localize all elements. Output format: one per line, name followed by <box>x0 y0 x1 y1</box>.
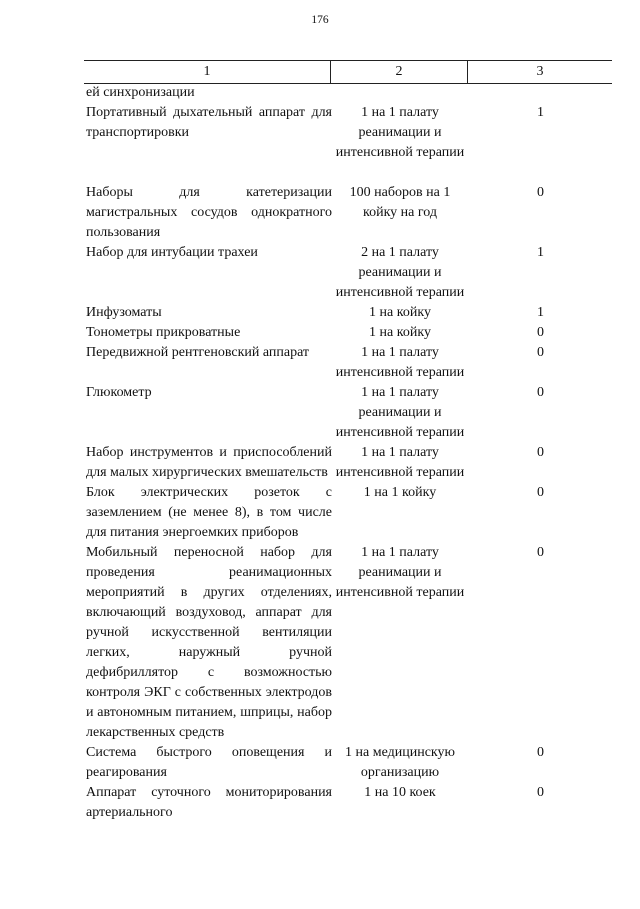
equipment-qty: 0 <box>537 345 544 360</box>
equipment-qty: 0 <box>537 185 544 200</box>
table-row <box>86 383 612 443</box>
equipment-name: Блок электрических розеток с заземлением (не менее 8), в том числе для питания энергоемких приборов <box>86 485 332 540</box>
equipment-qty: 0 <box>537 745 544 760</box>
equipment-norm: 1 на 1 палату реанимации и интенсивной терапии <box>335 385 465 440</box>
equipment-name: Глюкометр <box>86 385 152 400</box>
equipment-qty: 0 <box>537 545 544 560</box>
table-row <box>86 543 612 743</box>
equipment-qty: 0 <box>537 385 544 400</box>
table-row <box>86 783 612 823</box>
equipment-name: Инфузоматы <box>86 305 162 320</box>
table-row <box>86 343 612 383</box>
equipment-qty: 1 <box>537 305 544 320</box>
continuation-text: ей синхронизации <box>86 85 195 100</box>
equipment-qty: 0 <box>537 325 544 340</box>
equipment-norm: 100 наборов на 1 койку на год <box>349 185 451 220</box>
equipment-norm: 1 на 1 палату интенсивной терапии <box>335 445 465 480</box>
equipment-norm: 1 на 1 койку <box>363 485 437 500</box>
table-row <box>86 323 612 343</box>
table-header <box>84 60 612 84</box>
equipment-qty: 0 <box>537 785 544 800</box>
equipment-name: Набор для интубации трахеи <box>86 245 258 260</box>
equipment-name: Портативный дыхательный аппарат для транспортировки <box>86 105 332 140</box>
equipment-qty: 0 <box>537 445 544 460</box>
equipment-name: Аппарат суточного мониторирования артериального <box>86 785 332 820</box>
column-header-3: 3 <box>536 64 544 79</box>
table-row <box>86 303 612 323</box>
equipment-name: Мобильный переносной набор для проведения реанимационных мероприятий в других отделениях, включающий воздуховод, аппарат для ручной искусственной вентиляции легких, наружный ручной дефибриллятор с возможностью контроля ЭКГ с собственных электродов и автономным питанием, шприцы, набор лекарственных средств <box>86 545 332 740</box>
equipment-qty: 1 <box>537 245 544 260</box>
table-row <box>86 743 612 783</box>
table-row <box>86 443 612 483</box>
equipment-name: Тонометры прикроватные <box>86 325 241 340</box>
equipment-qty: 0 <box>537 485 544 500</box>
table-row <box>86 183 612 243</box>
equipment-name: Система быстрого оповещения и реагирования <box>86 745 332 780</box>
equipment-qty: 1 <box>537 105 544 120</box>
equipment-name: Набор инструментов и приспособлений для малых хирургических вмешательств <box>86 445 332 480</box>
table-row <box>86 103 612 163</box>
equipment-table <box>86 83 612 823</box>
equipment-name: Передвижной рентгеновский аппарат <box>86 345 310 360</box>
equipment-norm: 1 на 10 коек <box>364 785 436 800</box>
equipment-name: Наборы для катетеризации магистральных сосудов однократного пользования <box>86 185 332 240</box>
equipment-norm: 1 на койку <box>369 325 431 340</box>
column-header-2: 2 <box>331 61 468 83</box>
table-row <box>86 483 612 543</box>
page-number: 176 <box>311 14 329 26</box>
column-header-1: 1 <box>84 61 331 83</box>
equipment-norm: 1 на 1 палату реанимации и интенсивной терапии <box>335 105 465 160</box>
continuation-row <box>86 83 612 103</box>
equipment-norm: 1 на медицинскую организацию <box>345 745 455 780</box>
equipment-norm: 1 на койку <box>369 305 431 320</box>
equipment-norm: 2 на 1 палату реанимации и интенсивной терапии <box>335 245 465 300</box>
equipment-norm: 1 на 1 палату реанимации и интенсивной терапии <box>335 545 465 600</box>
table-row <box>86 243 612 303</box>
equipment-norm: 1 на 1 палату интенсивной терапии <box>335 345 465 380</box>
